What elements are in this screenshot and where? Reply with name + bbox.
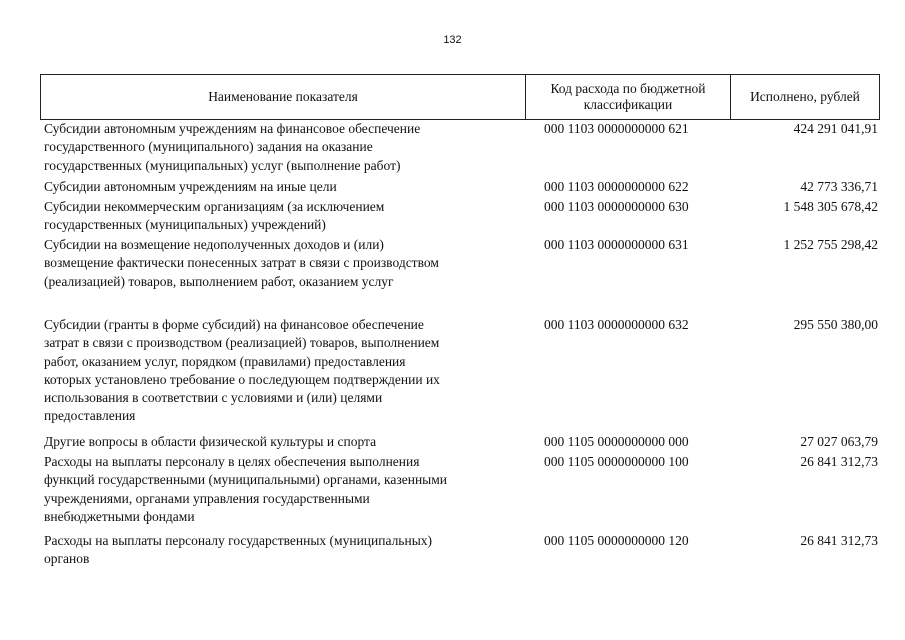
indicator-name: [44, 236, 524, 291]
indicator-name-line: Расходы на выплаты персоналу в целях обеспечения выполнения: [44, 454, 420, 469]
indicator-name-line: государственных (муниципальных) учреждений): [44, 217, 326, 233]
indicator-name-line: использования в соответствии с условиями и (или) целями: [44, 390, 383, 406]
indicator-name: [44, 178, 524, 196]
column-header-name: Наименование показателя: [41, 75, 526, 119]
indicator-name-line: работ, оказанием услуг, порядком (правилами) предоставления: [44, 353, 406, 369]
indicator-name-line: Субсидии автономным учреждениям на финансовое обеспечение: [44, 121, 421, 136]
budget-code: 000 1105 0000000000 000: [544, 434, 689, 449]
indicator-name: [44, 198, 524, 235]
indicator-name-line: затрат в связи с производством (реализацией) товаров, выполнением: [44, 335, 440, 351]
budget-code: 000 1103 0000000000 631: [544, 237, 689, 252]
executed-amount: 424 291 041,91: [793, 121, 878, 136]
budget-code: 000 1105 0000000000 120: [544, 533, 689, 548]
budget-code: 000 1103 0000000000 630: [544, 199, 689, 214]
indicator-name-line: функций государственными (муниципальными) органами, казенными: [44, 472, 448, 488]
executed-amount: 1 252 755 298,42: [783, 237, 878, 252]
indicator-name: [44, 433, 524, 451]
indicator-name: [44, 120, 524, 175]
budget-code: 000 1103 0000000000 632: [544, 317, 689, 332]
indicator-name-line: (реализацией) товаров, выполнением работ, оказанием услуг: [44, 273, 394, 289]
budget-code: 000 1103 0000000000 621: [544, 121, 689, 136]
indicator-name-line: Субсидии (гранты в форме субсидий) на финансовое обеспечение: [44, 317, 424, 332]
budget-code: 000 1105 0000000000 100: [544, 454, 689, 469]
indicator-name-line: органов: [44, 551, 90, 567]
indicator-name-line: учреждениями, органами управления государственными: [44, 490, 370, 506]
indicator-name-line: Субсидии на возмещение недополученных доходов и (или): [44, 237, 384, 252]
column-header-amount: Исполнено, рублей: [750, 89, 860, 104]
table-header: [40, 74, 880, 120]
executed-amount: 295 550 380,00: [793, 317, 878, 332]
indicator-name-line: государственных (муниципальных) услуг (выполнение работ): [44, 157, 401, 173]
page-number: 132: [443, 34, 462, 46]
indicator-name: [44, 453, 524, 526]
indicator-name-line: Субсидии автономным учреждениям на иные цели: [44, 179, 337, 194]
column-header-code: Код расхода по бюджетной классификации: [526, 75, 731, 119]
indicator-name: [44, 532, 524, 569]
indicator-name-line: Субсидии некоммерческим организациям (за исключением: [44, 199, 385, 214]
budget-code: 000 1103 0000000000 622: [544, 179, 689, 194]
executed-amount: 1 548 305 678,42: [783, 199, 878, 214]
indicator-name-line: которых установлено требование о последующем подтверждении их: [44, 371, 440, 387]
indicator-name-line: возмещение фактически понесенных затрат в связи с производством: [44, 255, 439, 271]
indicator-name-line: внебюджетными фондами: [44, 508, 195, 524]
executed-amount: 42 773 336,71: [800, 179, 878, 194]
indicator-name-line: Другие вопросы в области физической культуры и спорта: [44, 434, 377, 449]
executed-amount: 26 841 312,73: [800, 533, 878, 548]
indicator-name-line: предоставления: [44, 408, 136, 424]
indicator-name-line: Расходы на выплаты персоналу государственных (муниципальных): [44, 533, 433, 548]
indicator-name-line: государственного (муниципального) задания на оказание: [44, 139, 373, 155]
executed-amount: 27 027 063,79: [800, 434, 878, 449]
executed-amount: 26 841 312,73: [800, 454, 878, 469]
indicator-name: [44, 316, 524, 426]
